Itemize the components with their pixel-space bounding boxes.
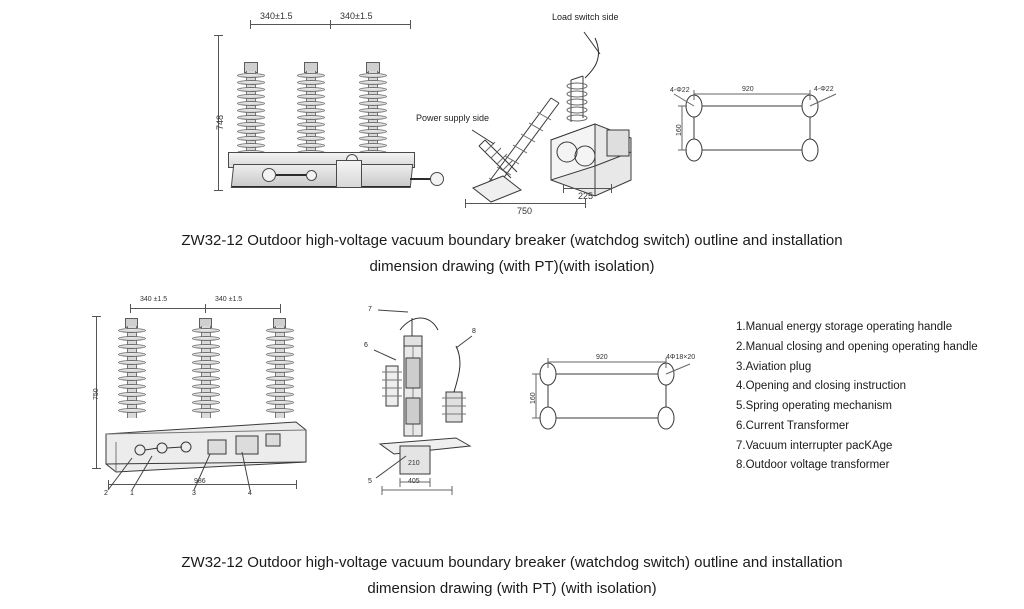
dim-tick-bottom — [214, 190, 223, 191]
t750-a — [465, 199, 466, 208]
caption-top — [0, 228, 1024, 279]
dim-span-left-b: 340 ±1.5 — [140, 296, 168, 303]
dim-750: 750 — [517, 206, 533, 216]
mechanism-dial — [262, 168, 276, 182]
mounting-plate-bottom-drawing — [530, 354, 705, 444]
callout-leaders-bottom — [90, 452, 320, 492]
body-edge — [232, 186, 410, 187]
caption-bottom — [0, 550, 1024, 601]
legend-item-3: 3.Aviation plug — [736, 360, 812, 373]
dim-line-225 — [563, 188, 611, 189]
bspan-t3 — [280, 304, 281, 313]
dim-plate-160-b: 160 — [530, 392, 537, 404]
legend-item-4: 4.Opening and closing instruction — [736, 380, 907, 393]
bspan-t1 — [130, 304, 131, 313]
callout-5: 5 — [368, 478, 372, 485]
span-tick-3 — [410, 20, 411, 29]
caption-top-line2: dimension drawing (with PT)(with isolation) — [369, 257, 655, 275]
mounting-plate-top — [670, 86, 850, 176]
dim-225: 225 — [578, 191, 594, 201]
dim-span-left: 340±1.5 — [260, 11, 293, 21]
t225-a — [563, 184, 564, 193]
legend-item-2: 2.Manual closing and opening operating handle — [736, 340, 978, 353]
label-load-switch-side: Load switch side — [552, 12, 619, 22]
label-power-supply-side: Power supply side — [416, 113, 490, 123]
b750-t — [92, 316, 101, 317]
callout-3: 3 — [192, 490, 196, 497]
pole-b2 — [192, 318, 218, 418]
callout-8: 8 — [472, 328, 476, 335]
callout-2: 2 — [104, 490, 108, 497]
dim-line-height-748 — [218, 35, 219, 190]
dim-plate-920: 920 — [742, 86, 754, 93]
legend-item-5: 5.Spring operating mechanism — [736, 400, 892, 413]
dim-986: 986 — [194, 478, 206, 485]
mounting-plate-drawing — [670, 86, 850, 176]
legend-list — [736, 318, 978, 476]
legend-item-7: 7.Vacuum interrupter pacKAge — [736, 439, 893, 452]
caption-top-line1: ZW32-12 Outdoor high-voltage vacuum boundary breaker (watchdog switch) outline and installation — [181, 232, 843, 249]
span-tick-2 — [330, 20, 331, 29]
legend-item-6: 6.Current Transformer — [736, 419, 850, 432]
leader-load-switch — [578, 32, 618, 62]
callout-1: 1 — [130, 490, 134, 497]
legend-item-8: 8.Outdoor voltage transformer — [736, 459, 890, 472]
pole-b1 — [118, 318, 144, 418]
note-hole-b: 4Φ18×20 — [666, 354, 696, 361]
pole-2 — [296, 62, 326, 162]
tail-rod — [410, 178, 432, 180]
callout-7: 7 — [368, 306, 372, 313]
dim-span-right: 340±1.5 — [340, 11, 373, 21]
dim-height-750-b: 750 — [93, 388, 100, 400]
note-hole-left: 4-Φ22 — [670, 87, 690, 94]
callout-4: 4 — [248, 490, 252, 497]
pole-1 — [236, 62, 266, 162]
dim-405: 405 — [408, 478, 420, 485]
figure-bottom — [0, 292, 1024, 522]
dim-span-right-b: 340 ±1.5 — [215, 296, 243, 303]
dim-plate-920-b: 920 — [596, 354, 608, 361]
caption-bottom-line1: ZW32-12 Outdoor high-voltage vacuum boundary breaker (watchdog switch) outline and installation — [181, 554, 843, 571]
dim-210: 210 — [408, 460, 420, 467]
pole-b3 — [266, 318, 292, 418]
dim-tick-top — [214, 35, 223, 36]
figure-top — [0, 0, 1024, 225]
t225-b — [611, 184, 612, 193]
section-view — [360, 306, 500, 496]
pole-3 — [358, 62, 388, 162]
span-tick-1 — [250, 20, 251, 29]
dim-plate-160: 160 — [676, 124, 683, 136]
dim-height-748: 748 — [215, 114, 225, 130]
mounting-plate-bottom — [530, 354, 705, 444]
note-hole-right: 4-Φ22 — [814, 86, 834, 93]
callout-6: 6 — [364, 342, 368, 349]
leader-power-supply — [470, 128, 510, 158]
legend-item-1: 1.Manual energy storage operating handle — [736, 321, 953, 333]
caption-bottom-line2: dimension drawing (with PT) (with isolation) — [367, 579, 657, 597]
terminal-box-top — [336, 160, 362, 188]
dim-line-750 — [465, 203, 585, 204]
handle-pivot — [306, 170, 317, 181]
tail-ring — [430, 172, 444, 186]
bspan-t2 — [205, 304, 206, 313]
section-view-drawing — [360, 306, 500, 496]
breaker-housing-top — [231, 164, 414, 188]
